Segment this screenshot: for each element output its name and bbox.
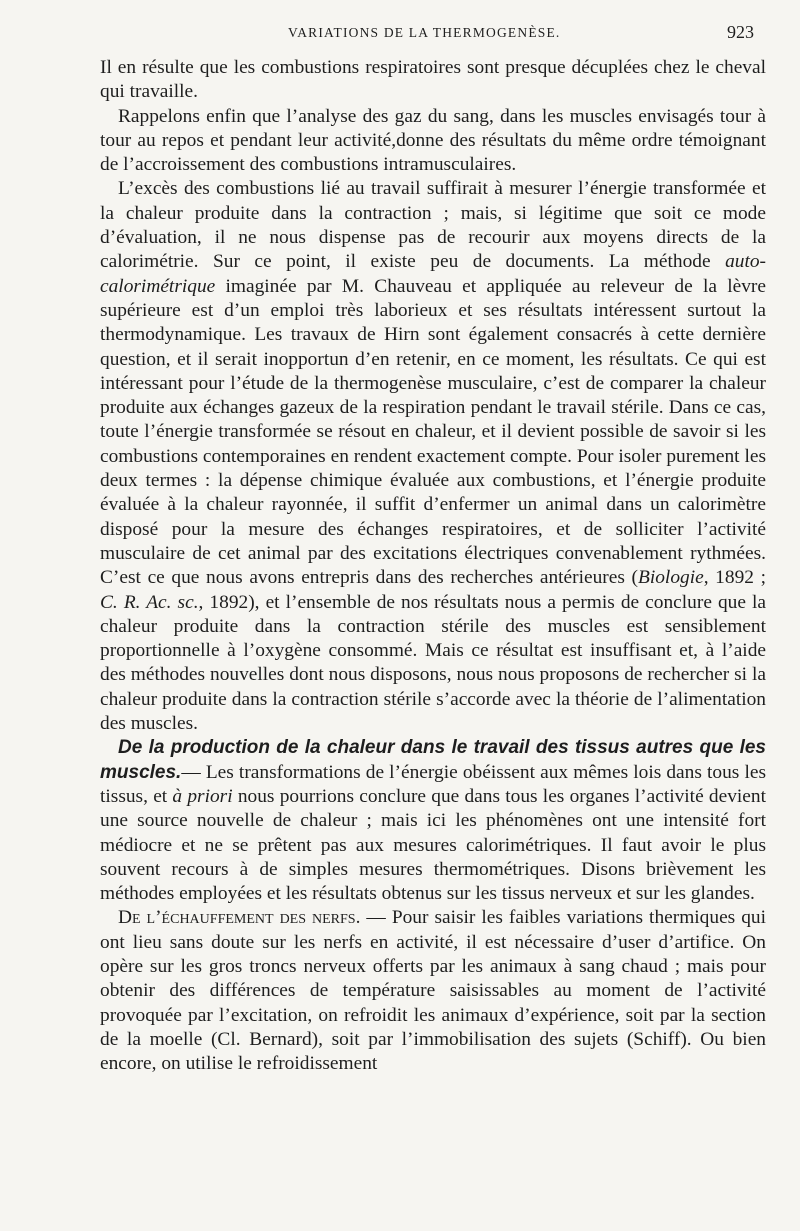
citation-title: Biologie	[638, 567, 704, 589]
running-title: VARIATIONS DE LA THERMOGENÈSE.	[288, 25, 561, 40]
body-text	[100, 56, 766, 1076]
page-number: 923	[727, 22, 754, 42]
section-heading: De la production de la chaleur dans le travail des tissus autres que les muscles.	[100, 737, 766, 783]
paragraph-text: — Les transformations de l’énergie obéissent aux mêmes lois dans tous les tissus, et	[100, 761, 766, 807]
paragraph-text: nous pourrions conclure que dans tous les organes l’activité devient une source nouvelle de chaleur ; mais ici les phénomènes ont une intensité fort médiocre et ne se prêtent pas aux mesures calorimétriques. Il faut avoir le plus souvent recours à de simples mesures thermométriques. Disons brièvement les méthodes employées et les résultats obtenus sur les tissus nerveux et sur les glandes.	[100, 785, 766, 905]
italic-term: à priori	[172, 785, 233, 807]
paragraph	[100, 906, 766, 1076]
paragraph-text: — Pour saisir les faibles variations thermiques qui ont lieu sans doute sur les nerfs en activité, il est nécessaire d’user d’artifice. On opère sur les gros troncs nerveux offerts par les animaux à sang chaud ; mais pour obtenir des différences de température saisissables au moment de l’activité provoquée par l’excitation, on refroidit les animaux d’expérience, soit par la section de la moelle (Cl. Bernard), soit par l’immobilisation des sujets (Schiff). Ou bien encore, on utilise le refroidissement	[100, 907, 766, 1075]
paragraph-text: Rappelons enfin que l’analyse des gaz du sang, dans les muscles envisagés tour à tour au repos et pendant leur activité,donne des résultats du même ordre témoignant de l’accroissement des combustions intramusculaires.	[100, 105, 766, 176]
paragraph	[100, 105, 766, 178]
paragraph-text: , 1892), et l’ensemble de nos résultats nous a permis de conclure que la chaleur produite dans la contraction stérile des muscles est sensiblement proportionnelle à l’oxygène consommé. Mais ce résultat est insuffisant et, à l’aide des méthodes nouvelles dont nous disposons, nous nous proposons de rechercher si la chaleur produite dans la contraction stérile s’accorde avec la théorie de l’alimentation des muscles.	[100, 591, 766, 735]
paragraph-text: , 1892 ;	[703, 567, 766, 589]
paragraph	[100, 56, 766, 105]
paragraph	[100, 736, 766, 906]
paragraph-text: L’excès des combustions lié au travail suffirait à mesurer l’énergie transformée et la chaleur produite dans la contraction ; mais, si légitime que soit ce mode d’évaluation, il ne nous dispense pas de recourir aux moyens directs de la calorimétrie. Sur ce point, il existe peu de documents. La méthode	[100, 178, 766, 273]
italic-term: auto-calorimétrique	[100, 251, 766, 297]
subsection-heading: De l’échauffement des nerfs.	[118, 907, 361, 929]
paragraph-text: imaginée par M. Chauveau et appliquée au releveur de la lèvre supérieure est d’un emploi très laborieux et ses résultats intéressent surtout la thermodynamique. Les travaux de Hirn sont également consacrés à cette dernière question, et il serait inopportun d’en retenir, en ce moment, les résultats. Ce qui est intéressant pour l’étude de la thermogenèse musculaire, c’est de comparer la chaleur produite aux échanges gazeux de la respiration pendant le travail stérile. Dans ce cas, toute l’énergie transformée se résout en chaleur, et il devient possible de savoir si les combustions contemporaines en rendent exactement compte. Pour isoler purement les deux termes : la dépense chimique évaluée aux combustions, et l’énergie produite évaluée à la chaleur rayonnée, il suffit d’enfermer un animal dans un calorimètre disposé pour la mesure des échanges respiratoires, et de solliciter l’activité musculaire de cet animal par des excitations électriques convenablement rythmées. C’est ce que nous avons entrepris dans des recherches antérieures (	[100, 275, 766, 589]
citation-title: C. R. Ac. sc.	[100, 591, 199, 613]
paragraph-text: Il en résulte que les combustions respiratoires sont presque décuplées chez le cheval qui travaille.	[100, 57, 766, 103]
paragraph	[100, 177, 766, 736]
page-header	[96, 18, 754, 48]
